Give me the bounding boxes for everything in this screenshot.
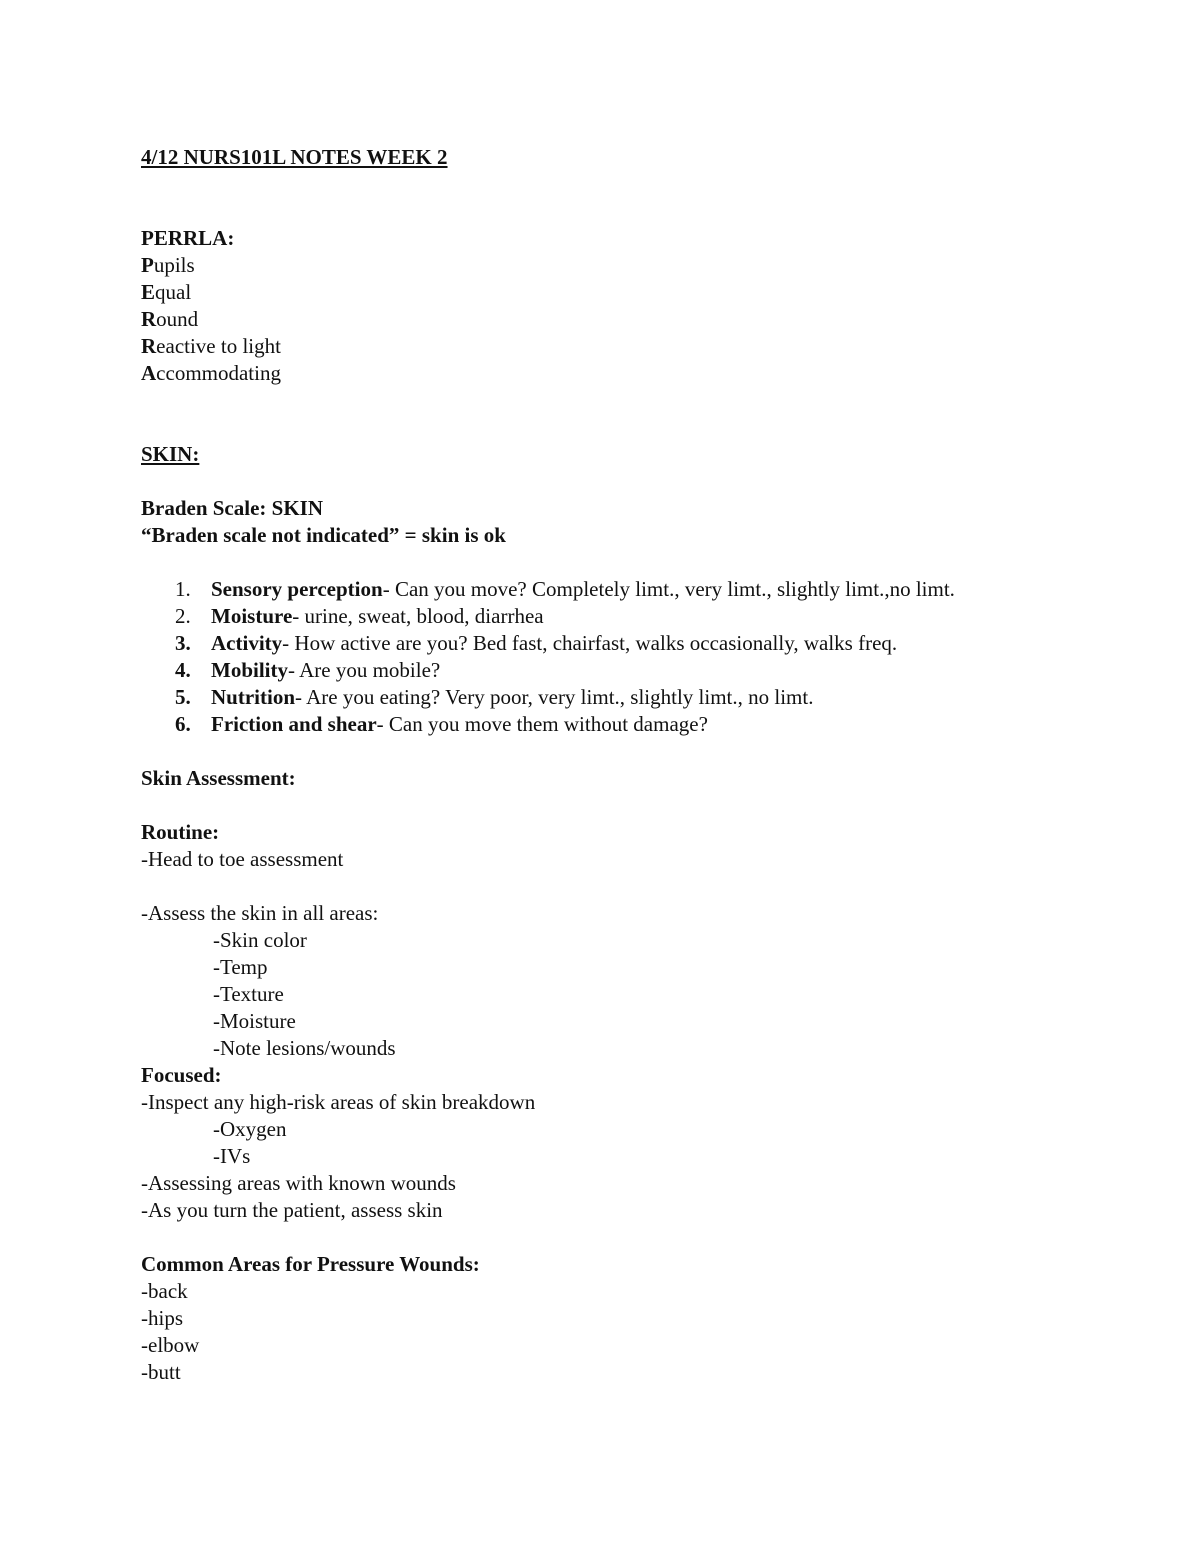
document-page (141, 144, 1101, 1386)
routine-sub-item: -Note lesions/wounds (213, 1036, 396, 1060)
spacer (141, 873, 1101, 900)
perrla-list (141, 252, 1101, 387)
common-area-item: -hips (141, 1306, 183, 1330)
braden-item: 2. Moisture- urine, sweat, blood, diarrhea (175, 604, 544, 628)
routine-sub-item: -Temp (213, 955, 268, 979)
perrla-item: Pupils (141, 253, 195, 277)
common-areas-heading: Common Areas for Pressure Wounds: (141, 1252, 480, 1276)
skin-heading: SKIN: (141, 442, 200, 466)
focused-line: -Assessing areas with known wounds (141, 1171, 456, 1195)
skin-assessment-heading: Skin Assessment: (141, 766, 296, 790)
document-title: 4/12 NURS101L NOTES WEEK 2 (141, 145, 448, 169)
perrla-item: Round (141, 307, 199, 331)
common-area-item: -back (141, 1279, 188, 1303)
perrla-item: Reactive to light (141, 334, 281, 358)
spacer (141, 387, 1101, 441)
spacer (141, 738, 1101, 765)
perrla-item: Accommodating (141, 361, 281, 385)
braden-item: 3. Activity- How active are you? Bed fast, chairfast, walks occasionally, walks freq. (175, 631, 898, 655)
braden-list (141, 576, 1101, 738)
routine-line: -Assess the skin in all areas: (141, 901, 379, 925)
routine-sub-item: -Skin color (213, 928, 307, 952)
spacer (141, 1224, 1101, 1251)
focused-sub-item: -IVs (213, 1144, 251, 1168)
spacer (141, 171, 1101, 225)
braden-item: 4. Mobility- Are you mobile? (175, 658, 441, 682)
focused-heading: Focused: (141, 1063, 222, 1087)
common-area-item: -butt (141, 1360, 181, 1384)
spacer (141, 468, 1101, 495)
routine-sub-item: -Moisture (213, 1009, 296, 1033)
routine-sub-item: -Texture (213, 982, 284, 1006)
focused-line: -Inspect any high-risk areas of skin breakdown (141, 1090, 536, 1114)
braden-item: 6. Friction and shear- Can you move them without damage? (175, 712, 708, 736)
spacer (141, 792, 1101, 819)
routine-line: -Head to toe assessment (141, 847, 344, 871)
focused-line: -As you turn the patient, assess skin (141, 1198, 443, 1222)
braden-item: 1. Sensory perception- Can you move? Completely limt., very limt., slightly limt.,no limt. (175, 577, 955, 601)
perrla-heading: PERRLA: (141, 226, 235, 250)
perrla-item: Equal (141, 280, 192, 304)
braden-title: Braden Scale: SKIN (141, 496, 324, 520)
routine-heading: Routine: (141, 820, 220, 844)
braden-note: “Braden scale not indicated” = skin is ok (141, 523, 506, 547)
braden-item: 5. Nutrition- Are you eating? Very poor, very limt., slightly limt., no limt. (175, 685, 814, 709)
spacer (141, 549, 1101, 576)
focused-sub-item: -Oxygen (213, 1117, 287, 1141)
common-area-item: -elbow (141, 1333, 200, 1357)
